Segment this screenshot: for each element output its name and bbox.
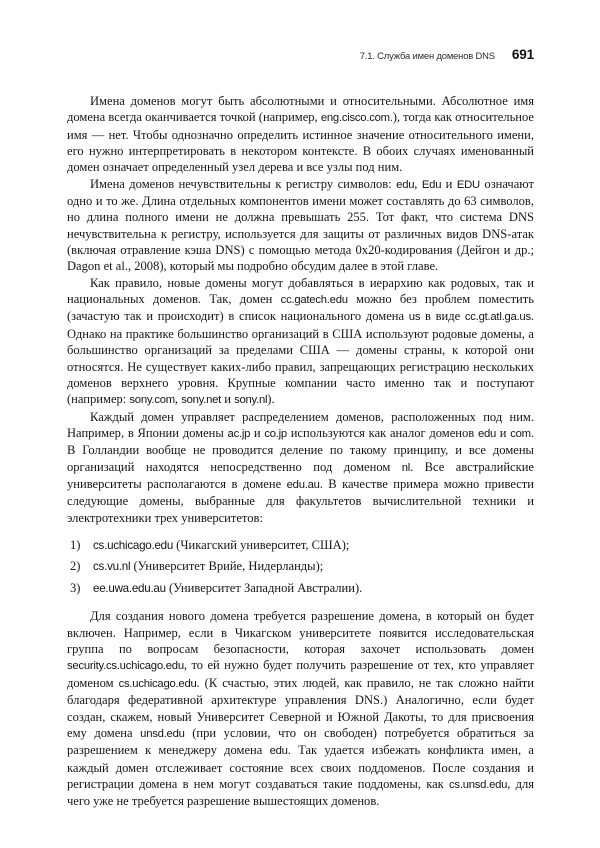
domain-name: co.jp xyxy=(264,427,287,440)
list-item-text: cs.vu.nl (Университет Врийе, Нидерланды); xyxy=(93,559,324,574)
domain-name: edu.au xyxy=(286,478,320,491)
domain-name: cs.unsd.edu xyxy=(449,778,508,791)
list-item xyxy=(67,556,534,578)
list-item-number: 3) xyxy=(70,580,81,595)
domain-name: sony.net xyxy=(181,394,222,407)
paragraph-5: Для создания нового домена требуется разрешение домена, в который он будет включен. Например, если в Чикагском университете появится исследовательская группа по вопросам безопасности, которая захочет использовать домен security.cs.uchicago.edu, то ей нужно будет получить разрешение от тех, кто управляет доменом cs.uchicago.edu. (К счастью, этих людей, как правило, не так сложно найти благодаря федеративной архитектуре управления DNS.) Аналогично, если будет создан, скажем, новый Университет Северной и Южной Дакоты, то для присвоения ему домена unsd.edu (при условии, что он свободен) потребуется обратиться за разрешением к менеджеру домена edu. Так удается избежать конфликта имен, а каждый домен отслеживает состояние всех своих поддоменов. После создания и регистрации домена в нем могут создаваться такие поддомены, как cs.unsd.edu, для чего уже не требуется разрешение вышестоящих доменов. xyxy=(67,609,534,809)
domain-name: cs.uchicago.edu xyxy=(93,538,174,552)
text-block xyxy=(67,93,534,810)
paragraph-2: Имена доменов нечувствительны к регистру символов: edu, Edu и EDU означают одно и то же. Длина отдельных компонентов имени может составлять до 63 символов, но длина полного имени не должна превышать 255. Тот факт, что система DNS нечувствительна к регистру, используется для защиты от различных видов DNS-атак (включая отравление кэша DNS) с помощью метода 0x20-кодирования (Дейгон и др.; Dagon et al., 2008), который мы подробно обсудим далее в этой главе. xyxy=(67,176,534,274)
list-item-number: 2) xyxy=(70,559,81,574)
paragraph-3: Как правило, новые домены могут добавляться в иерархию как родовых, так и национальных доменов. Так, домен cc.gatech.edu можно без проблем поместить (зачастую так и происходит) в список национального домена us в виде cc.gt.atl.ga.us. Однако на практике большинство организаций в США используют родовые домены, а большинство организаций за пределами США — домены страны, к которой они относятся. Не существует каких-либо правил, запрещающих регистрацию нескольких доменов верхнего уровня. Крупные компании часто именно так и поступают (например: sony.com, sony.net и sony.nl). xyxy=(67,275,534,407)
domain-name: edu xyxy=(477,427,497,440)
domain-name: cc.gt.atl.ga.us xyxy=(464,311,531,324)
page-number: 691 xyxy=(511,47,534,62)
list-item-text: ee.uwa.edu.au (Университет Западной Австралии). xyxy=(93,580,363,595)
domain-name: nl xyxy=(401,461,411,474)
running-head xyxy=(67,47,534,62)
domain-name: edu xyxy=(269,745,288,758)
domain-name: sony.com xyxy=(129,394,175,407)
domain-name: ac.jp xyxy=(227,427,251,440)
paragraph-4: Каждый домен управляет распределением доменов, расположенных под ним. Например, в Японии домены ac.jp и co.jp используются как аналог доменов edu и com. В Голландии вообще не проводится деление по такому принципу, и все домены организаций находятся непосредственно под доменом nl. Все австралийские университеты располагаются в домене edu.au. В качестве примера можно привести следующие домены, выбранные для факультетов вычислительной техники и электротехники трех университетов: xyxy=(67,409,534,525)
running-head-title: 7.1. Служба имен доменов DNS xyxy=(359,50,495,61)
domain-name: edu xyxy=(396,178,415,191)
domain-name: ee.uwa.edu.au xyxy=(93,581,166,595)
paragraph-1: Имена доменов могут быть абсолютными и относительными. Абсолютное имя домена всегда оканчивается точкой (например, eng.cisco.com.), тогда как относительное имя — нет. Чтобы однозначно определить истинное значение относительного имени, его нужно интерпретировать в некотором контексте. В обоих случаях именованный домен означает определенный узел дерева и все узлы под ним. xyxy=(67,94,535,175)
domain-name: eng.cisco.com. xyxy=(320,112,393,125)
domain-name: security.cs.uchicago.edu xyxy=(67,660,184,673)
domain-name: sony.nl xyxy=(234,394,268,407)
domain-examples-list xyxy=(67,535,534,600)
list-item xyxy=(67,535,534,557)
domain-name: Edu xyxy=(421,178,442,191)
list-item-number: 1) xyxy=(70,537,81,552)
list-item xyxy=(67,578,534,600)
domain-name: EDU xyxy=(456,178,480,191)
list-item-text: cs.uchicago.edu (Чикагский университет, США); xyxy=(93,537,350,552)
domain-name: unsd.edu xyxy=(140,727,185,740)
domain-name: cs.uchicago.edu xyxy=(118,677,197,690)
domain-name: com xyxy=(510,427,531,440)
domain-name: us xyxy=(408,311,421,324)
domain-name: cs.vu.nl xyxy=(93,560,131,574)
domain-name: cc.gatech.edu xyxy=(280,294,348,307)
